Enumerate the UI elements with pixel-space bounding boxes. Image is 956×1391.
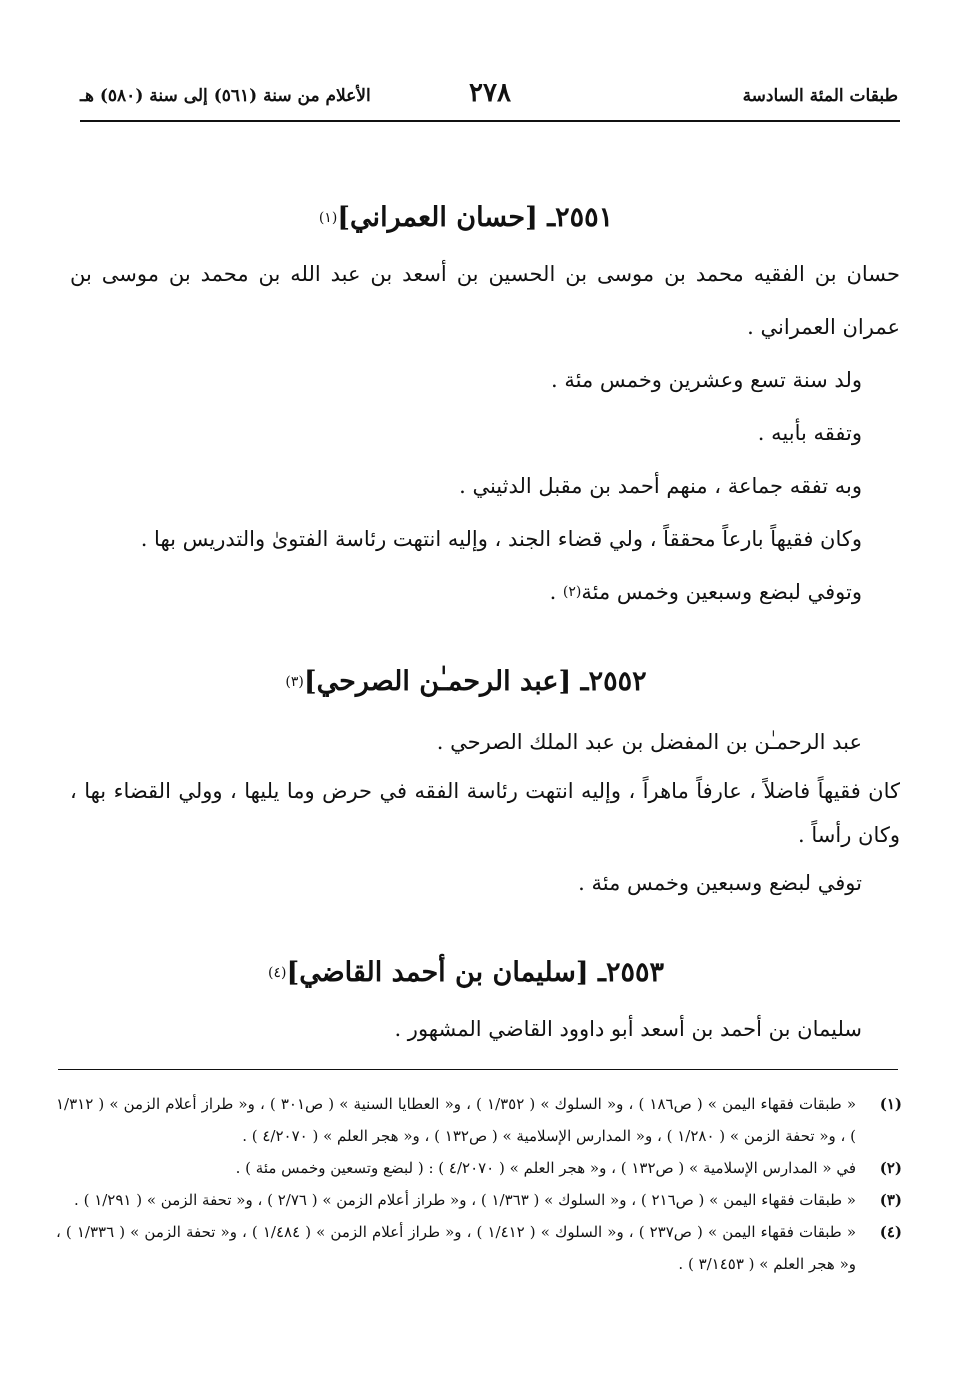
entry-paragraph: حسان بن الفقيه محمد بن موسى بن الحسين بن أسعد بن عبد الله بن محمد بن موسى بن عمران العمراني . bbox=[70, 262, 900, 339]
entry-paragraph: ولد سنة تسع وعشرين وخمس مئة . bbox=[551, 368, 862, 392]
entry-title: ٢٥٥١ـ [حسان العمراني]$^{(١)}$ bbox=[318, 202, 614, 233]
footnote bbox=[56, 1184, 902, 1216]
footnote-ref[interactable]: (٤) bbox=[267, 965, 287, 981]
footnote-text: في « المدارس الإسلامية » ( ص١٣٢ ) ، و« هجر العلم » ( ٤/٢٠٧٠ ) : ( لبضع وتسعين وخمس مئة ) . bbox=[235, 1159, 856, 1177]
entry-paragraph: وكان فقيهاً بارعاً محققاً ، ولي قضاء الجند ، وإليه انتهت رئاسة الفتوىٰ والتدريس بها . bbox=[140, 527, 862, 551]
footnote-number: (٣) bbox=[879, 1191, 902, 1209]
entry-title: ٢٥٥٢ـ [عبد الرحمـٰن الصرحي]$^{(٣)}$ bbox=[285, 666, 647, 697]
entry-2553 bbox=[70, 953, 862, 1056]
entry-paragraph: كان فقيهاً فاضلاً ، عارفاً ماهراً ، وإليه انتهت رئاسة الفقه في حرض وما يليها ، وولي القضاء بها ، وكان رأساً . bbox=[70, 779, 900, 847]
header-range: الأعلام من سنة (٥٦١) إلى سنة (٥٨٠) هـ bbox=[80, 86, 371, 106]
entry-paragraph: سليمان بن أحمد بن أسعد أبو داوود القاضي المشهور . bbox=[394, 1017, 862, 1041]
page-number: ٢٧٨ bbox=[469, 78, 511, 108]
footnote-ref[interactable]: (١) bbox=[318, 210, 338, 226]
footnote-text: « طبقات فقهاء اليمن » ( ص٢١٦ ) ، و« السلوك » ( ١/٣٦٣ ) ، و« طراز أعلام الزمن » ( ٢/٧٦ ) ، و« تحفة الزمن » ( ١/٢٩١ ) . bbox=[74, 1191, 856, 1209]
footnote-number: (١) bbox=[879, 1095, 902, 1113]
running-header bbox=[80, 78, 900, 122]
footnote-text: « طبقات فقهاء اليمن » ( ص٢٣٧ ) ، و« السلوك » ( ١/٤١٢ ) ، و« طراز أعلام الزمن » ( ١/٤٨٤ ) ، و« تحفة الزمن » ( ١/٣٣٦ ) ، و« هجر العلم » ( ٣/١٤٥٣ ) . bbox=[56, 1223, 856, 1273]
footnotes bbox=[56, 1088, 902, 1280]
entry-paragraph: وتفقه بأبيه . bbox=[757, 421, 862, 445]
footnote bbox=[56, 1216, 902, 1280]
footnote-number: (٤) bbox=[879, 1223, 902, 1241]
entry-paragraph: وبه تفقه جماعة ، منهم أحمد بن مقبل الدثيني . bbox=[459, 474, 862, 498]
entry-2552 bbox=[70, 662, 900, 910]
footnote bbox=[56, 1088, 902, 1152]
header-section-title: طبقات المئة السادسة bbox=[742, 86, 898, 106]
footnote-ref[interactable]: (٣) bbox=[285, 674, 304, 690]
footnote-ref[interactable]: (٢) bbox=[562, 584, 582, 600]
entry-paragraph: عبد الرحمـٰن بن المفضل بن عبد الملك الصرحي . bbox=[436, 730, 862, 754]
entry-paragraph: وتوفي لبضع وسبعين وخمس مئة$^{(٢)}$ . bbox=[549, 580, 862, 604]
footnote bbox=[56, 1152, 902, 1184]
footnote-number: (٢) bbox=[879, 1159, 902, 1177]
footnote-separator bbox=[58, 1069, 898, 1070]
footnote-text: « طبقات فقهاء اليمن » ( ص١٨٦ ) ، و« السلوك » ( ١/٣٥٢ ) ، و« العطايا السنية » ( ص٣٠١ ) ، و« طراز أعلام الزمن » ( ١/٣١٢ ) ، و« تحفة الزمن » ( ١/٢٨٠ ) ، و« المدارس الإسلامية » ( ص١٣٢ ) ، و« هجر العلم » ( ٤/٢٠٧٠ ) . bbox=[56, 1095, 856, 1145]
entry-title: ٢٥٥٣ـ [سليمان بن أحمد القاضي]$^{(٤)}$ bbox=[267, 957, 664, 988]
entry-2551 bbox=[70, 198, 900, 619]
entry-paragraph: توفي لبضع وسبعين وخمس مئة . bbox=[578, 871, 862, 895]
